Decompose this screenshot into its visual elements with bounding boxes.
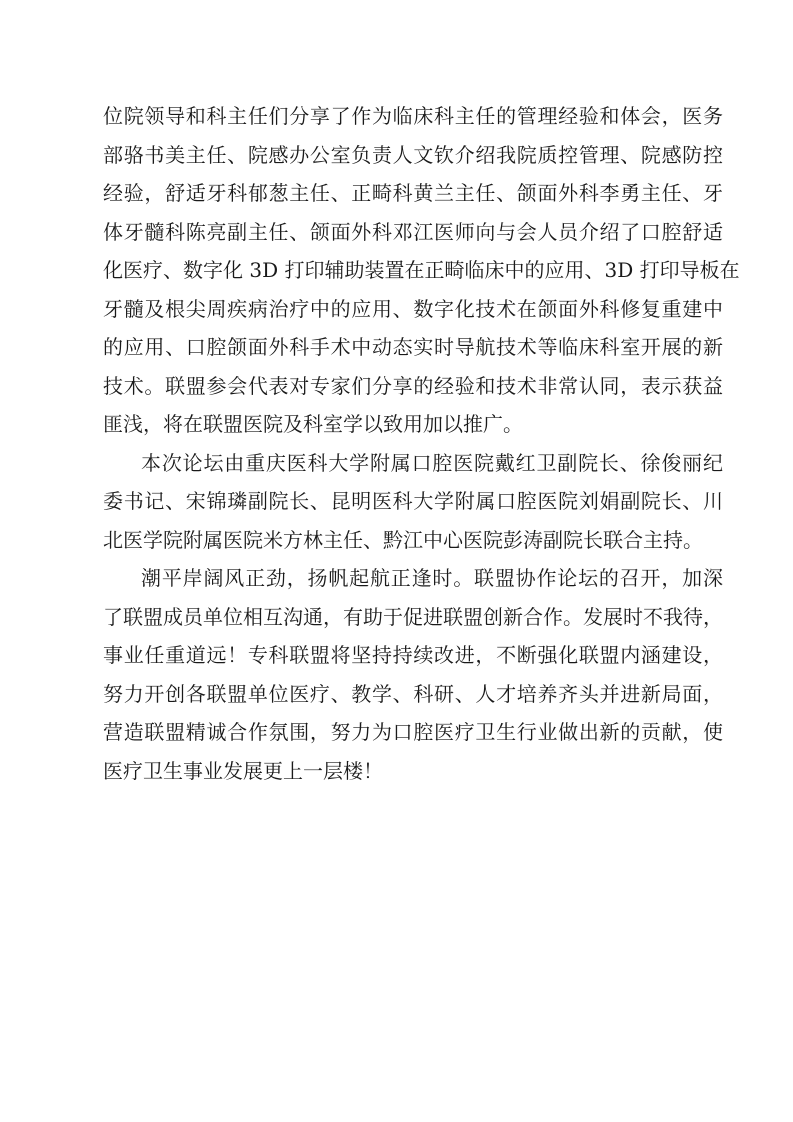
paragraph-1-line-9: 匪浅，将在联盟医院及科室学以致用加以推广。 [103, 412, 523, 436]
paragraph-3-line-3: 事业任重道远！专科联盟将坚持持续改进，不断强化联盟内涵建设， [103, 643, 723, 667]
paragraph-2-line-1: 本次论坛由重庆医科大学附属口腔医院戴红卫副院长、徐俊丽纪 [141, 450, 723, 475]
paragraph-2-line-2: 委书记、宋锦璘副院长、昆明医科大学附属口腔医院刘娟副院长、川 [103, 489, 723, 513]
paragraph-3-line-6: 医疗卫生事业发展更上一层楼！ [103, 758, 383, 783]
paragraph-1-line-1: 位院领导和科主任们分享了作为临床科主任的管理经验和体会，医务 [103, 104, 723, 128]
paragraph-3-line-2: 了联盟成员单位相互沟通，有助于促进联盟创新合作。发展时不我待， [103, 604, 723, 629]
paragraph-2-line-3: 北医学院附属医院米方林主任、黔江中心医院彭涛副院长联合主持。 [103, 527, 703, 552]
body-text [103, 97, 740, 790]
paragraph-1-line-8: 技术。联盟参会代表对专家们分享的经验和技术非常认同，表示获益 [103, 373, 723, 398]
paragraph-1-line-5: 化医疗、数字化 3D 打印辅助装置在正畸临床中的应用、3D 打印导板在 [103, 258, 740, 282]
paragraph-1-line-7: 的应用、口腔颌面外科手术中动态实时导航技术等临床科室开展的新 [103, 335, 723, 359]
paragraph-1-line-4: 体牙髓科陈亮副主任、颌面外科邓江医师向与会人员介绍了口腔舒适 [103, 219, 723, 244]
paragraph-1-line-3: 经验，舒适牙科郁葱主任、正畸科黄兰主任、颌面外科李勇主任、牙 [103, 181, 723, 205]
paragraph-3-line-4: 努力开创各联盟单位医疗、教学、科研、人才培养齐头并进新局面， [103, 681, 723, 706]
paragraph-1-line-2: 部骆书美主任、院感办公室负责人文钦介绍我院质控管理、院感防控 [103, 142, 723, 167]
paragraph-1-line-6: 牙髓及根尖周疾病治疗中的应用、数字化技术在颌面外科修复重建中 [103, 296, 723, 321]
paragraph-3-line-5: 营造联盟精诚合作氛围，努力为口腔医疗卫生行业做出新的贡献，使 [103, 720, 723, 744]
paragraph-3-line-1: 潮平岸阔风正劲，扬帆起航正逢时。联盟协作论坛的召开，加深 [141, 566, 723, 590]
